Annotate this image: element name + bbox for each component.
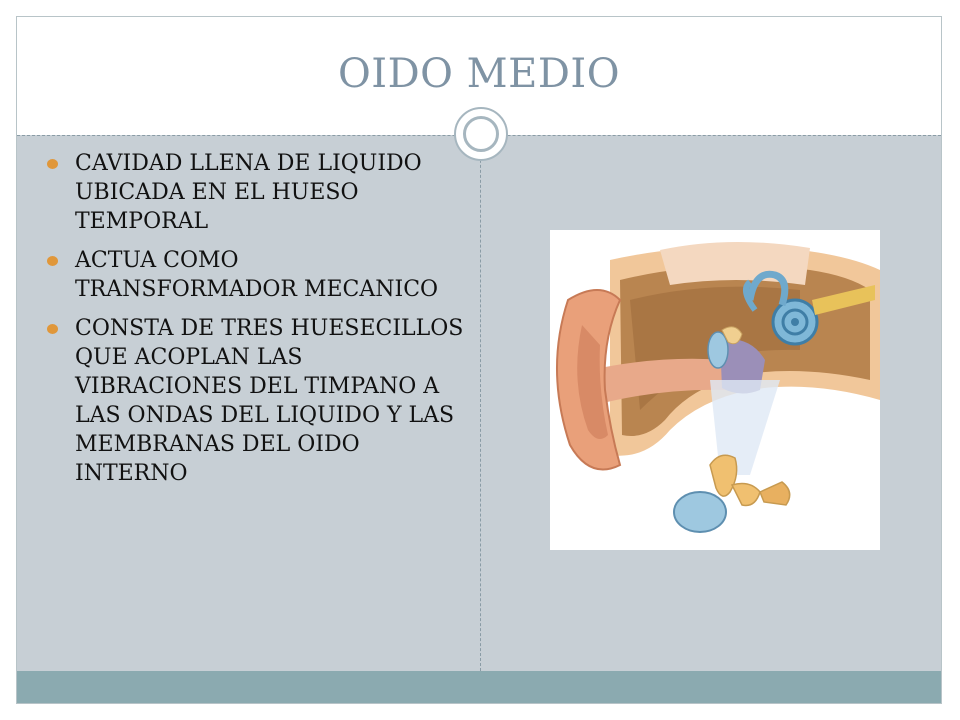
bullet-text: CAVIDAD LLENA DE LIQUIDO UBICADA EN EL HUESO TEMPORAL (75, 151, 422, 234)
bullet-item (45, 149, 465, 236)
ear-anatomy-illustration (550, 230, 880, 550)
bullet-text: CONSTA DE TRES HUESECILLOS QUE ACOPLAN LAS VIBRACIONES DEL TIMPANO A LAS ONDAS DEL LIQUIDO Y LAS MEMBRANAS DEL OIDO INTERNO (75, 316, 464, 486)
enlarged-malleus (710, 455, 737, 496)
enlarged-stapes (760, 482, 790, 505)
brain-tissue (660, 242, 810, 285)
bullet-text: ACTUA COMO TRANSFORMADOR MECANICO (75, 248, 439, 302)
bullet-dot-icon (47, 324, 58, 334)
enlarged-incus (732, 484, 760, 506)
tympanic-membrane (708, 332, 728, 368)
enlarged-tympanum (674, 492, 726, 532)
bullet-item (45, 314, 465, 488)
ring-inner (463, 116, 499, 152)
slide-frame (16, 16, 942, 704)
footer-band (17, 671, 941, 704)
bullet-dot-icon (47, 256, 58, 266)
slide-title: OIDO MEDIO (338, 51, 620, 97)
column-divider (480, 135, 481, 671)
bullet-dot-icon (47, 159, 58, 169)
bullet-item (45, 246, 465, 304)
bullet-list (45, 149, 465, 498)
